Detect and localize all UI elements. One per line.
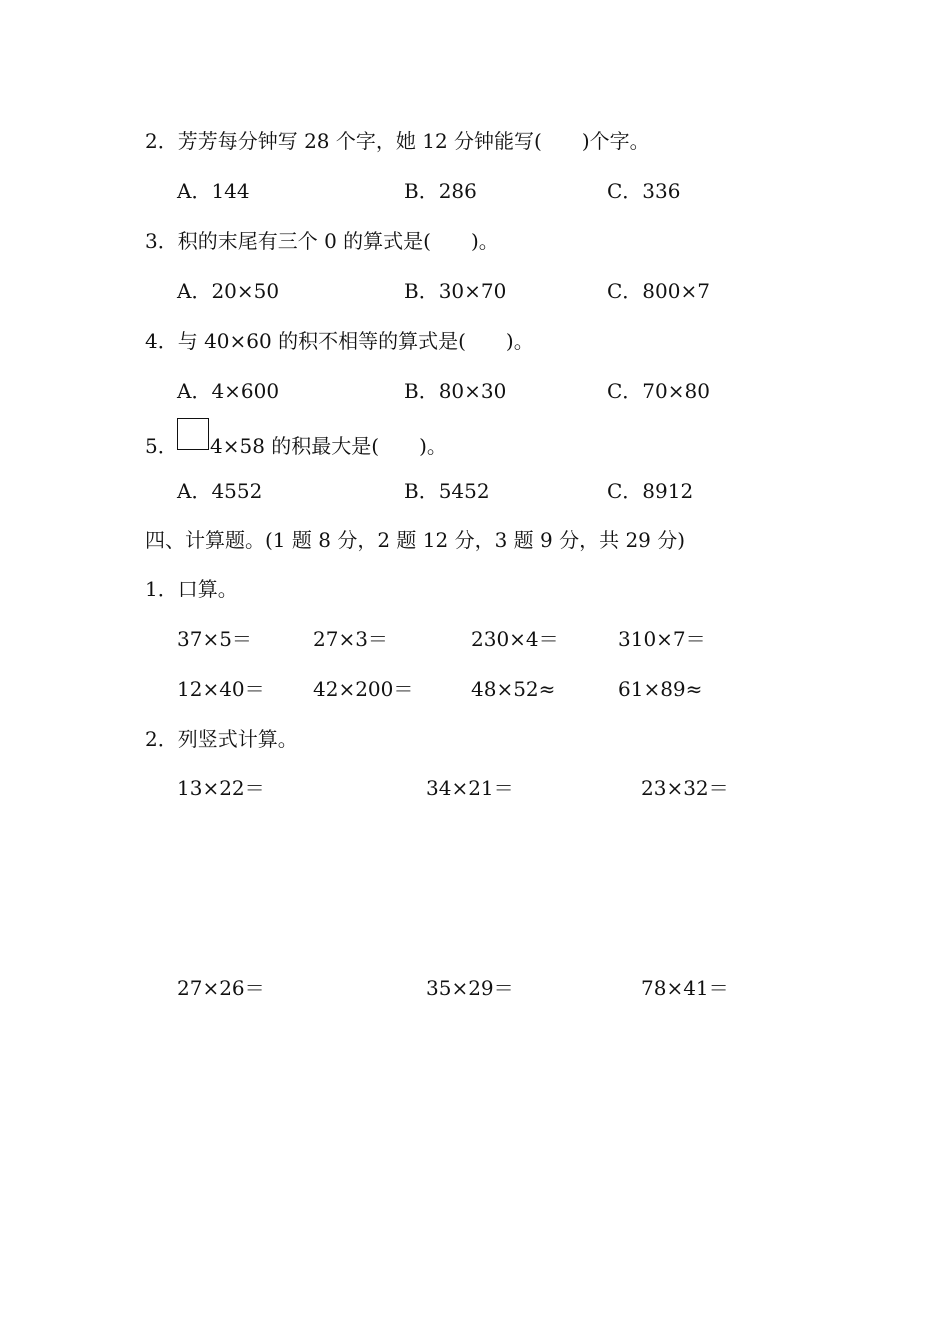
question-3-stem: 3．积的末尾有三个 0 的算式是( )。	[145, 229, 499, 253]
question-3-option-c: C．800×7	[607, 279, 710, 303]
oral-calc-item: 42×200＝	[313, 677, 414, 701]
question-4-option-b: B．80×30	[404, 379, 507, 403]
vertical-calc-item: 27×26＝	[177, 976, 265, 1000]
vertical-calc-item: 35×29＝	[426, 976, 514, 1000]
question-4-stem: 4．与 40×60 的积不相等的算式是( )。	[145, 329, 534, 353]
oral-calc-item: 61×89≈	[618, 677, 703, 701]
vertical-calc-item: 13×22＝	[177, 776, 265, 800]
question-5-option-c: C．8912	[607, 479, 694, 503]
vertical-calc-item: 78×41＝	[641, 976, 729, 1000]
vertical-calc-item: 34×21＝	[426, 776, 514, 800]
question-5-number: 5．	[145, 434, 178, 458]
digit-blank-box	[177, 418, 209, 450]
vertical-calc-heading: 2．列竖式计算。	[145, 727, 298, 751]
oral-calc-item: 48×52≈	[471, 677, 556, 701]
oral-calc-item: 37×5＝	[177, 627, 252, 651]
question-5-option-a: A．4552	[177, 479, 263, 503]
oral-calc-item: 310×7＝	[618, 627, 706, 651]
oral-calc-heading: 1．口算。	[145, 577, 238, 601]
question-5-stem: 4×58 的积最大是( )。	[210, 434, 447, 458]
question-2-stem: 2．芳芳每分钟写 28 个字，她 12 分钟能写( )个字。	[145, 129, 650, 153]
question-2-option-b: B．286	[404, 179, 477, 203]
oral-calc-item: 27×3＝	[313, 627, 388, 651]
oral-calc-item: 12×40＝	[177, 677, 265, 701]
question-4-option-a: A．4×600	[177, 379, 280, 403]
question-5-option-b: B．5452	[404, 479, 490, 503]
question-2-option-c: C．336	[607, 179, 681, 203]
question-2-option-a: A．144	[177, 179, 250, 203]
question-4-option-c: C．70×80	[607, 379, 710, 403]
section-four-title: 四、计算题。(1 题 8 分，2 题 12 分，3 题 9 分，共 29 分)	[145, 528, 686, 552]
oral-calc-item: 230×4＝	[471, 627, 559, 651]
question-3-option-a: A．20×50	[177, 279, 280, 303]
vertical-calc-item: 23×32＝	[641, 776, 729, 800]
question-3-option-b: B．30×70	[404, 279, 507, 303]
